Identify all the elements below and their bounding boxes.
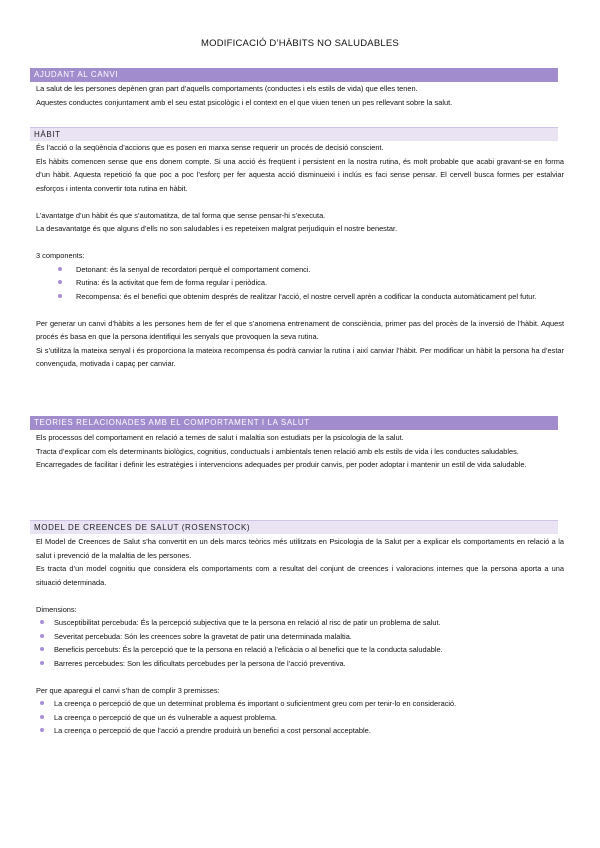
bullet-icon [40, 701, 44, 705]
section-heading-habit: HÀBIT [30, 127, 558, 141]
paragraph: Tracta d’explicar com els determinants biològics, cognitius, conductuals i ambientals tenen relació amb els estils de vida i les conductes saludables. [36, 446, 519, 456]
paragraph: Es tracta d’un model cognitiu que considera els comportaments com a resultat del conjunt de creences i valoracions internes que la persona aporta a una situació determinada. [36, 564, 564, 587]
bullet-icon [40, 715, 44, 719]
paragraph: Si s’utilitza la mateixa senyal i és proporciona la mateixa recompensa és podrà canviar la rutina i així canviar l’hàbit. Per modificar un hàbit la persona ha d’estar convençuda, motivada i capaç per canviar. [36, 345, 564, 368]
bullet-icon [58, 280, 62, 284]
bullet-icon [40, 661, 44, 665]
list-item: La creença o percepció de que l’acció a prendre produirà un benefici a cost personal acceptable. [36, 724, 564, 738]
paragraph: Encarregades de facilitar i definir les estratègies i intervencions adequades per produir canvis, per poder adoptar i mantenir un estil de vida saludable. [36, 460, 527, 469]
list-item: Recompensa: és el benefici que obtenim després de realitzar l’acció, el nostre cervell aprèn a codificar la conducta automàticament pel futur. [36, 290, 564, 304]
section-heading-teories: TEORIES RELACIONADES AMB EL COMPORTAMENT I LA SALUT [30, 416, 558, 430]
list-label: Per que aparegui el canvi s’han de complir 3 premisses: [36, 685, 220, 695]
section-body-creences [36, 535, 564, 738]
premisses-list [36, 697, 564, 738]
paragraph: El Model de Creences de Salut s’ha convertit en un dels marcs teòrics més utilitzats en Psicologia de la Salut per a explicar els comportaments en relació a la salut i prevenció de la malaltia de les persones. [36, 537, 564, 560]
paragraph: La salut de les persones depènen gran part d’aquells comportaments (conductes i els estils de vida) que elles tenen. [36, 84, 418, 93]
list-item: Beneficis percebuts: És la percepció que te la persona en relació a l’eficàcia o al benefici que te la conducta saludable. [36, 643, 564, 657]
section-body-habit [36, 141, 564, 371]
paragraph: Per generar un canvi d’hàbits a les persones hem de fer el que s’anomena entrenament de consciència, primer pas del procès de la inversió de l’hàbit. Aquest procés és basa en que la persona identifiqui les senyals que provoquen la seva rutina. [36, 318, 564, 341]
page-title: MODIFICACIÓ D’HÀBITS NO SALUDABLES [201, 38, 399, 49]
section-body-teories [36, 431, 564, 472]
section-heading-creences: MODEL DE CREENCES DE SALUT (ROSENSTOCK) [30, 520, 558, 534]
list-item: La creença o percepció de que un determinat problema és important o suficientment greu com per tenir-lo en consideració. [36, 697, 564, 711]
bullet-icon [40, 647, 44, 651]
paragraph: La desavantatge és que alguns d’ells no son saludables i es repeteixen malgrat perjudiquin el nostre benestar. [36, 224, 398, 233]
bullet-icon [40, 634, 44, 638]
bullet-icon [40, 620, 44, 624]
list-item: La creença o percepció de que un és vulnerable a aquest problema. [36, 711, 564, 725]
list-item: Severitat percebuda: Són les creences sobre la gravetat de patir una determinada malaltia. [36, 630, 564, 644]
paragraph: Els processos del comportament en relació a temes de salut i malaltia son estudiats per la psicologia de la salut. [36, 433, 404, 442]
section-heading-ajudant: AJUDANT AL CANVI [30, 68, 558, 82]
paragraph: Aquestes conductes conjuntament amb el seu estat psicològic i el context en el que viuen tenen un pes rellevant sobre la salut. [36, 97, 453, 107]
bullet-icon [58, 267, 62, 271]
components-list [36, 263, 564, 304]
list-label: 3 components: [36, 251, 85, 260]
bullet-icon [58, 294, 62, 298]
list-item: Detonant: és la senyal de recordatori perquè el comportament comenci. [36, 263, 564, 277]
list-label: Dimensions: [36, 604, 77, 614]
paragraph: Els hàbits comencen sense que ens donem compte. Si una acció és freqüent i persistent en la nostra rutina, és molt probable que acabi gravant-se en forma d’un hàbit. Aquesta repetició fa que poc a poc l’esforç per fer aquesta acció disminueixi i inclús es faci sense pensar. El cervell busca formes per estalviar esforços i intenta convertir tota rutina en hàbit. [36, 156, 564, 193]
paragraph: L’avantatge d’un hàbit és que s’automatitza, de tal forma que sense pensar-hi s’executa. [36, 210, 326, 220]
list-item: Susceptibilitat percebuda: És la percepció subjectiva que te la persona en relació al risc de patir un problema de salut. [36, 616, 564, 630]
section-body-ajudant [36, 82, 564, 109]
dimensions-list [36, 616, 564, 670]
list-item: Barreres percebudes: Son les dificultats percebudes per la persona de l’acció preventiva. [36, 657, 564, 671]
list-item: Rutina: és la activitat que fem de forma regular i periòdica. [36, 276, 564, 290]
paragraph: És l’acció o la seqüència d’accions que es posen en marxa sense requerir un procés de decisió conscient. [36, 143, 384, 152]
bullet-icon [40, 728, 44, 732]
